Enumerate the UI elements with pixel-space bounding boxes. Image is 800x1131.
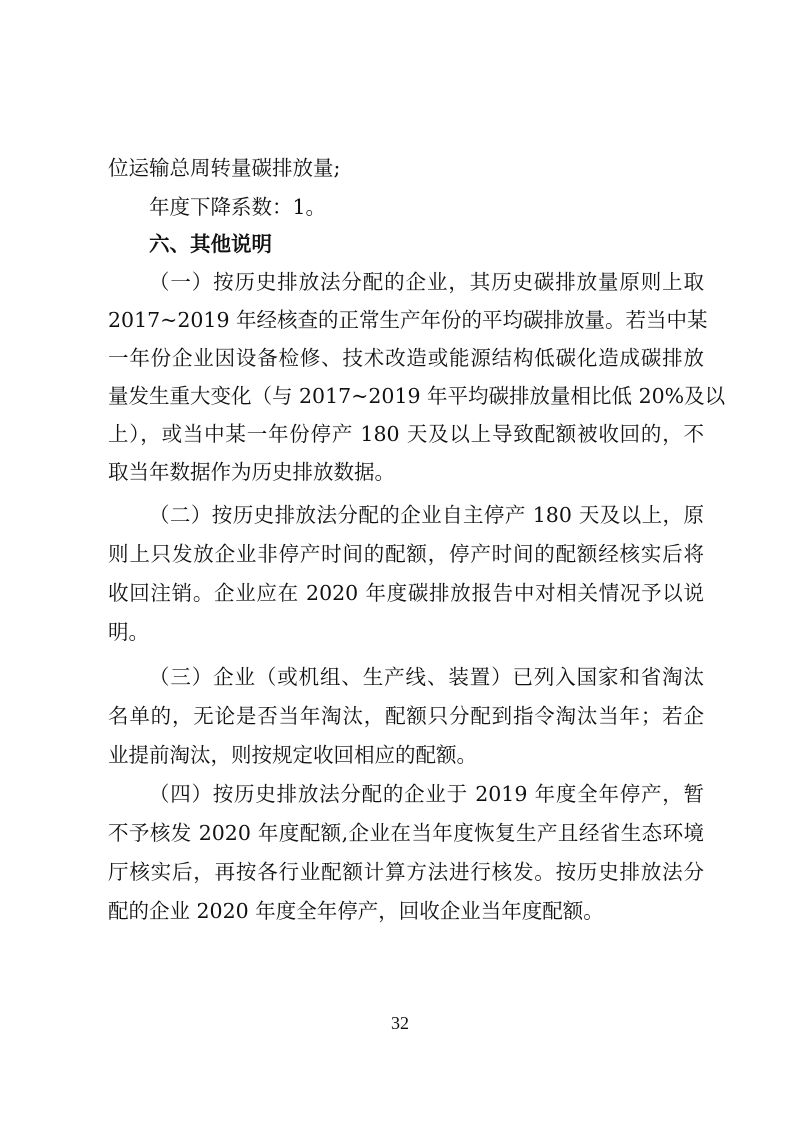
paragraph-3-line: （三）企业（或机组、生产线、装置）已列入国家和省淘汰	[149, 665, 704, 689]
paragraph-1-line: 量发生重大变化（与 2017~2019 年平均碳排放量相比低 20%及以	[108, 384, 726, 408]
paragraph-1-line: （一）按历史排放法分配的企业，其历史碳排放量原则上取	[149, 270, 704, 294]
paragraph-2-line: （二）按历史排放法分配的企业自主停产 180 天及以上，原	[149, 503, 704, 527]
paragraph-4-line: 不予核发 2020 年度配额,企业在当年度恢复生产且经省生态环境	[108, 821, 704, 845]
body-text-line: 年度下降系数：1。	[149, 195, 327, 219]
paragraph-4-line: （四）按历史排放法分配的企业于 2019 年度全年停产，暂	[149, 782, 704, 806]
paragraph-3-line: 业提前淘汰，则按规定收回相应的配额。	[108, 743, 477, 767]
paragraph-4-line: 配的企业 2020 年度全年停产，回收企业当年度配额。	[108, 899, 604, 923]
paragraph-4-line: 厅核实后，再按各行业配额计算方法进行核发。按历史排放法分	[108, 860, 704, 884]
section-heading: 六、其他说明	[149, 232, 272, 256]
paragraph-2-line: 则上只发放企业非停产时间的配额，停产时间的配额经核实后将	[108, 542, 704, 566]
page-number: 32	[391, 1013, 409, 1033]
body-text-line: 位运输总周转量碳排放量;	[108, 156, 341, 180]
paragraph-1-line: 一年份企业因设备检修、技术改造或能源结构低碳化造成碳排放	[108, 346, 704, 370]
paragraph-2-line: 收回注销。企业应在 2020 年度碳排放报告中对相关情况予以说	[108, 581, 704, 605]
paragraph-1-line: 取当年数据作为历史排放数据。	[108, 460, 395, 484]
paragraph-1-line: 上），或当中某一年份停产 180 天及以上导致配额被收回的，不	[108, 422, 704, 446]
paragraph-3-line: 名单的，无论是否当年淘汰，配额只分配到指令淘汰当年；若企	[108, 704, 704, 728]
paragraph-2-line: 明。	[108, 620, 149, 644]
paragraph-1-line: 2017~2019 年经核查的正常生产年份的平均碳排放量。若当中某	[108, 308, 708, 332]
